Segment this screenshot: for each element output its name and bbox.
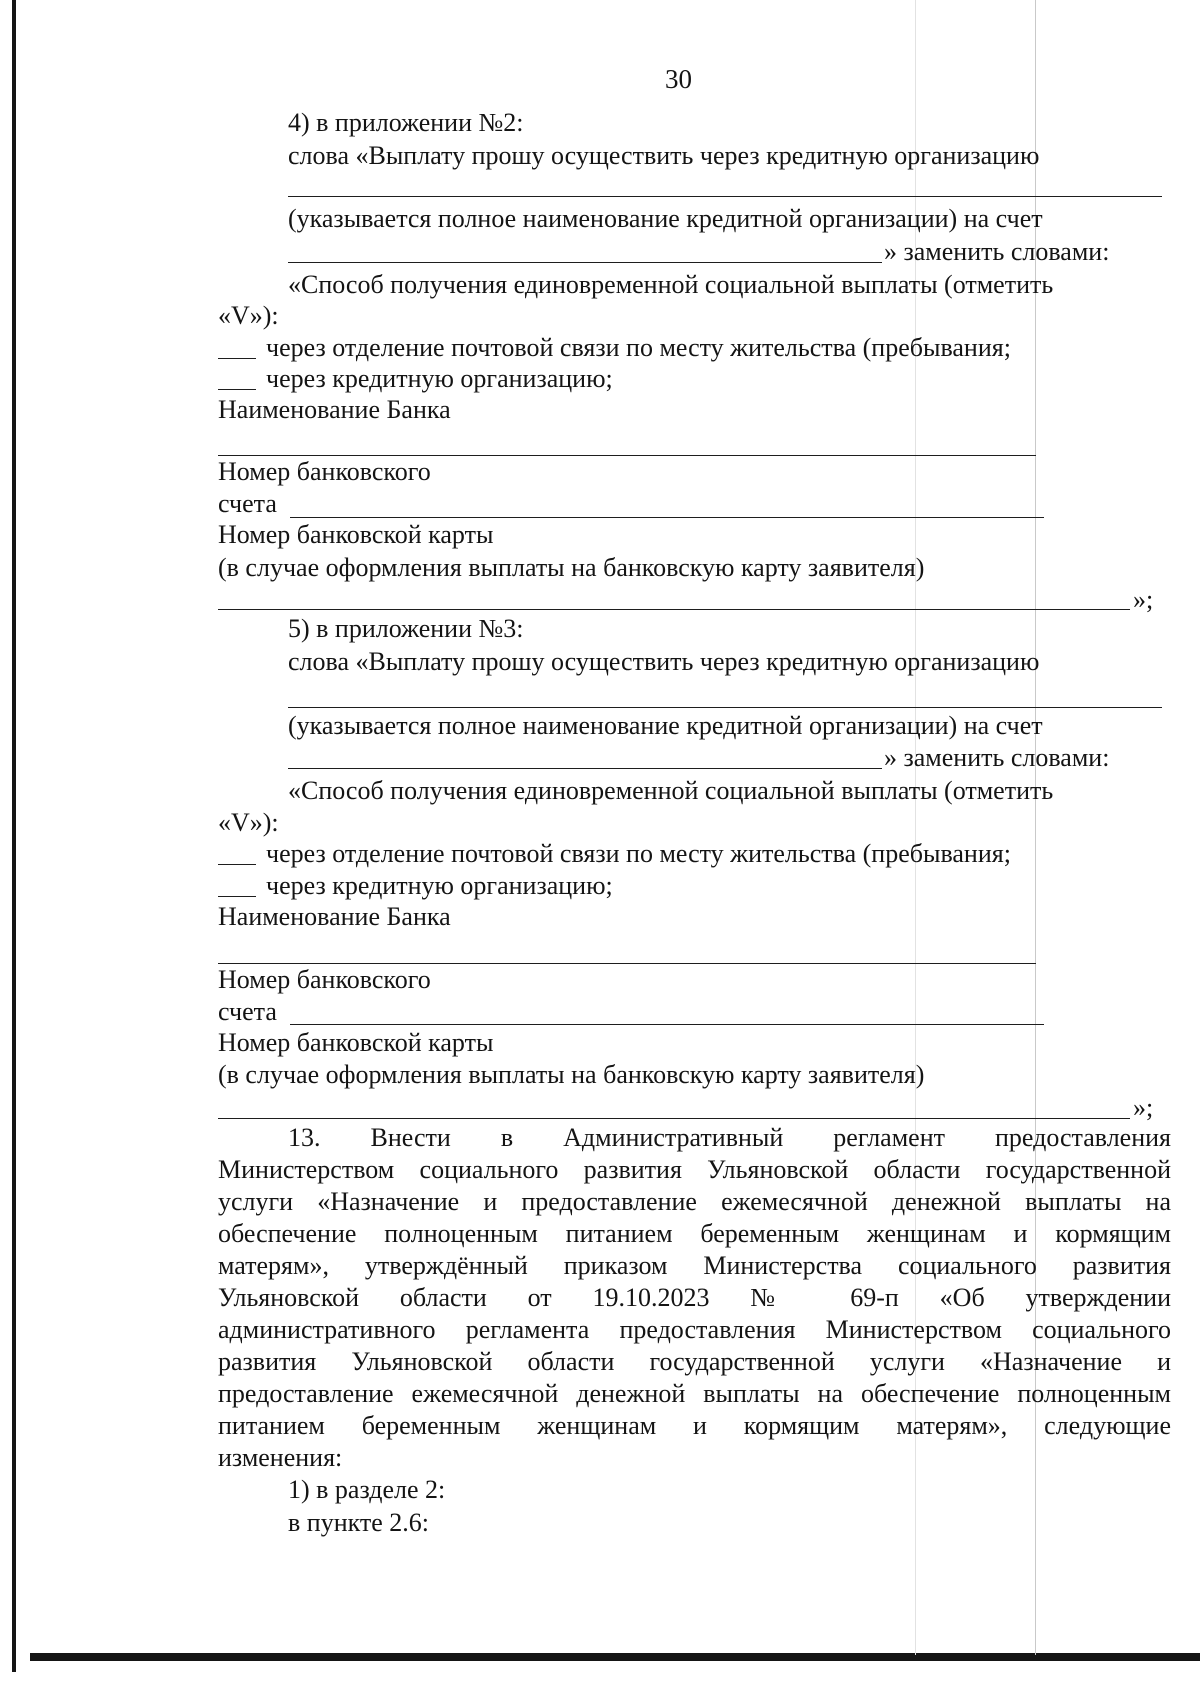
scan-left-border [12, 0, 16, 1672]
blank-line [288, 707, 1162, 708]
item-13-line: Министерством социального развития Ульяновской области государственной [218, 1155, 1171, 1184]
item-13-sub-2: в пункте 2.6: [288, 1508, 430, 1537]
item-13-line: развития Ульяновской области государственной услуги «Назначение и [218, 1347, 1171, 1376]
item-13-sub-1: 1) в разделе 2: [288, 1475, 446, 1504]
item-13-line: обеспечение полноценным питанием беременным женщинам и кормящим [218, 1219, 1171, 1248]
blank-line [218, 1118, 1130, 1119]
blank-line [218, 609, 1130, 610]
item-13-line: питанием беременным женщинам и кормящим матерям», следующие [218, 1411, 1171, 1440]
appendix-3-words-line: слова «Выплату прошу осуществить через кредитную организацию [288, 647, 1040, 676]
checkbox-blank [218, 336, 256, 359]
blank-line [288, 262, 882, 263]
blank-line [288, 196, 1162, 197]
item-13-line: предоставление ежемесячной денежной выплаты на обеспечение полноценным [218, 1379, 1171, 1408]
appendix-2-method-line1: «Способ получения единовременной социальной выплаты (отметить [288, 270, 1054, 299]
blank-line [288, 768, 882, 769]
appendix-2-card-note: (в случае оформления выплаты на банковскую карту заявителя) [218, 553, 925, 582]
appendix-2-account-label2: счета [218, 489, 277, 518]
appendix-2-closing: »; [1133, 585, 1154, 614]
option-label: через отделение почтовой связи по месту жительства (пребывания; [266, 839, 1011, 868]
item-13-line: административного регламента предоставления Министерством социального [218, 1315, 1171, 1344]
scan-bottom-border [30, 1653, 1200, 1661]
appendix-2-replace-line: » заменить словами: [884, 237, 1110, 266]
appendix-3-method-line1: «Способ получения единовременной социальной выплаты (отметить [288, 776, 1054, 805]
appendix-3-card-note: (в случае оформления выплаты на банковскую карту заявителя) [218, 1060, 925, 1089]
option-label: через кредитную организацию; [266, 364, 613, 393]
appendix-3-option-post [218, 837, 1011, 871]
appendix-2-account-label1: Номер банковского [218, 457, 431, 486]
appendix-2-bank-name: Наименование Банка [218, 395, 451, 424]
option-label: через кредитную организацию; [266, 871, 613, 900]
appendix-2-heading: 4) в приложении №2: [288, 108, 524, 137]
appendix-3-method-line2: «V»): [218, 808, 279, 837]
item-13-line: услуги «Назначение и предоставление ежемесячной денежной выплаты на [218, 1187, 1171, 1216]
checkbox-blank [218, 367, 256, 390]
appendix-3-account-label2: счета [218, 997, 277, 1026]
blank-line [290, 1024, 1044, 1025]
item-13-line: Ульяновской области от 19.10.2023 № 69-п «Об утверждении [218, 1283, 1171, 1312]
appendix-2-words-line: слова «Выплату прошу осуществить через кредитную организацию [288, 141, 1040, 170]
appendix-3-card-label: Номер банковской карты [218, 1028, 494, 1057]
appendix-3-replace-line: » заменить словами: [884, 743, 1110, 772]
appendix-2-note-line: (указывается полное наименование кредитной организации) на счет [288, 204, 1043, 233]
appendix-2-option-credit [218, 362, 613, 396]
appendix-3-account-label1: Номер банковского [218, 965, 431, 994]
item-13-line: матерям», утверждённый приказом Министерства социального развития [218, 1251, 1171, 1280]
appendix-2-option-post [218, 331, 1011, 365]
item-13-line: 13. Внести в Административный регламент предоставления [288, 1123, 1171, 1152]
option-label: через отделение почтовой связи по месту жительства (пребывания; [266, 333, 1011, 362]
appendix-3-option-credit [218, 869, 613, 903]
appendix-3-heading: 5) в приложении №3: [288, 614, 524, 643]
appendix-3-note-line: (указывается полное наименование кредитной организации) на счет [288, 711, 1043, 740]
appendix-2-card-label: Номер банковской карты [218, 520, 494, 549]
appendix-2-method-line2: «V»): [218, 301, 279, 330]
checkbox-blank [218, 842, 256, 865]
item-13-last-line: изменения: [218, 1443, 343, 1472]
checkbox-blank [218, 874, 256, 897]
page-number: 30 [665, 64, 692, 94]
appendix-3-bank-name: Наименование Банка [218, 902, 451, 931]
appendix-3-closing: »; [1133, 1093, 1154, 1122]
